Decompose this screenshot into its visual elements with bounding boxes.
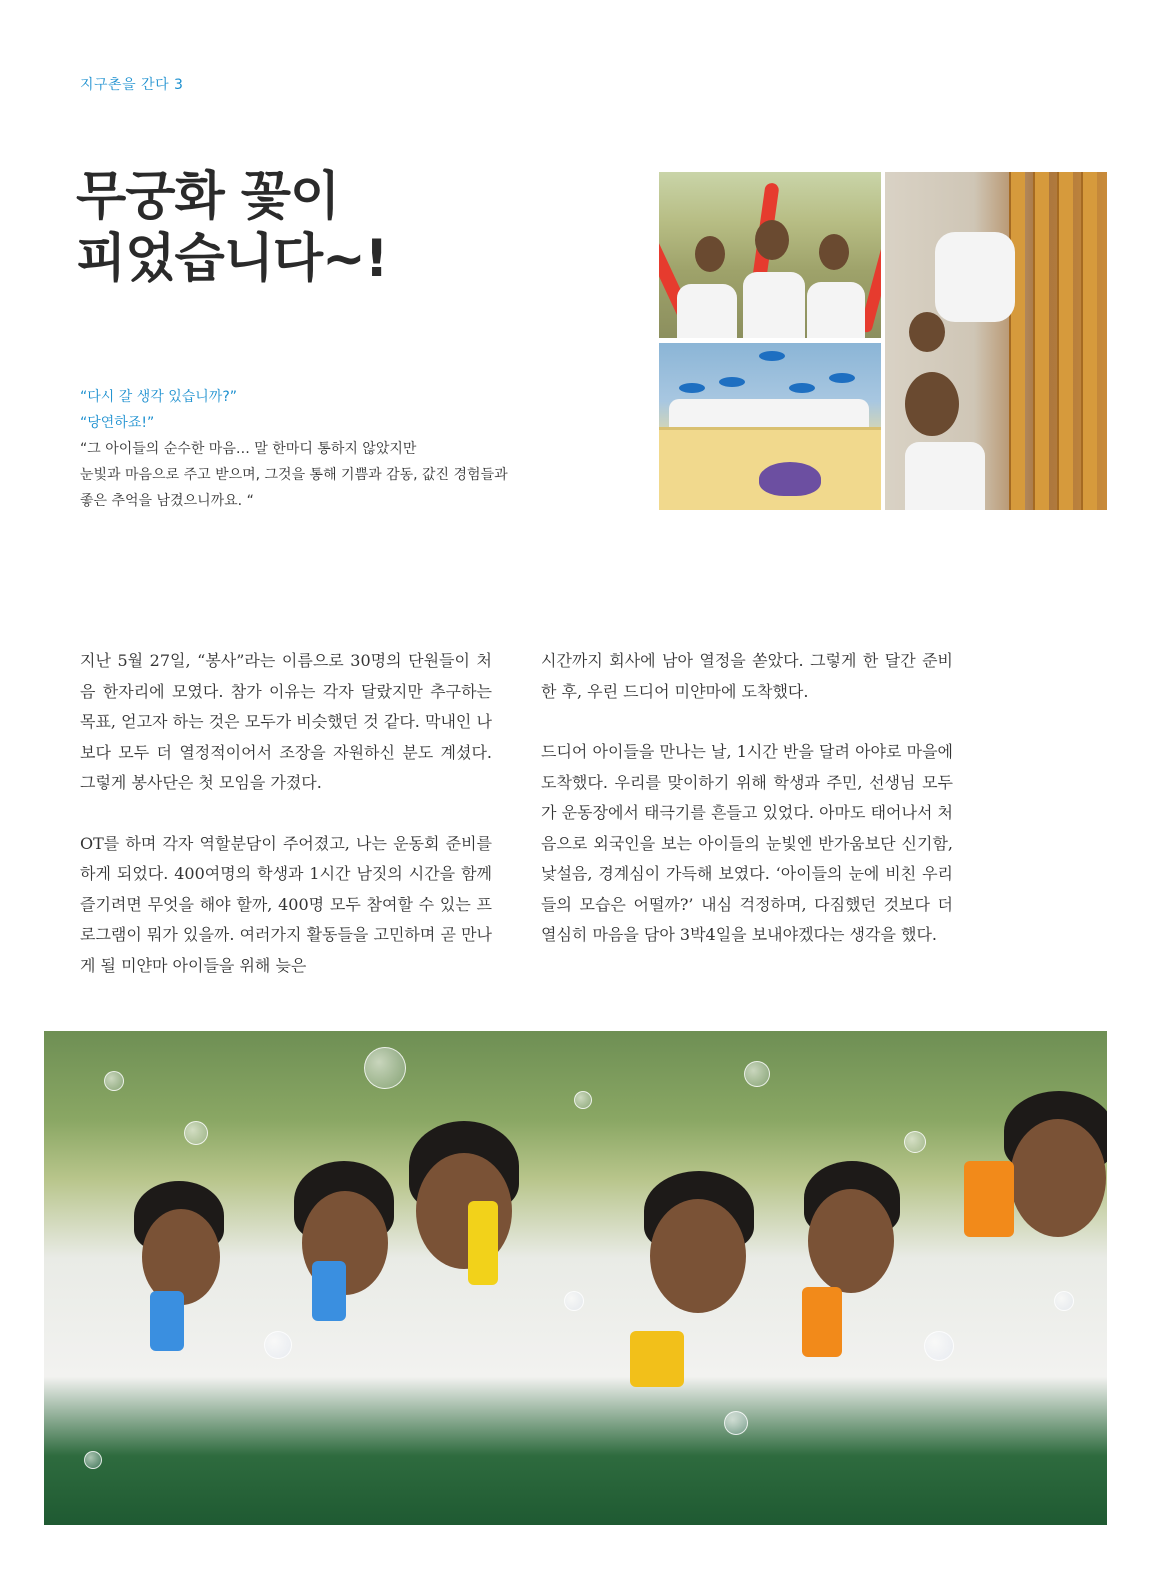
photo-children-bubbles [44, 1031, 1107, 1525]
paragraph: OT를 하며 각자 역할분담이 주어졌고, 나는 운동회 준비를 하게 되었다. 400여명의 학생과 1시간 남짓의 시간을 함께 즐기려면 무엇을 해야 할까, 400명 모두 참여할 수 있는 프로그램이 뭐가 있을까. 여러가지 활동들을 고민하며 곧 만나게 될 미얀마 아이들을 위해 늦은 [80, 833, 492, 975]
photo-volunteers-mural [659, 343, 881, 510]
photo-collage [659, 172, 1107, 510]
page-title [76, 166, 387, 290]
photo-painting-fence [885, 172, 1107, 510]
pull-quote [80, 384, 508, 514]
section-label: 지구촌을 간다 3 [80, 77, 184, 93]
paragraph: 시간까지 회사에 남아 열정을 쏟았다. 그렇게 한 달간 준비한 후, 우린 드디어 미얀마에 도착했다. [541, 651, 953, 701]
quote-answer: “당연하죠!” [80, 415, 155, 431]
paragraph: 드디어 아이들을 만나는 날, 1시간 반을 달려 아야로 마을에 도착했다. 우리를 맞이하기 위해 학생과 주민, 선생님 모두가 운동장에서 태극기를 흔들고 있었다. 아마도 태어나서 처음으로 외국인을 보는 아이들의 눈빛엔 반가움보단 신기함, 낯설음, 경계심이 가득해 보였다. ‘아이들의 눈에 비친 우리들의 모습은 어떨까?’ 내심 걱정하며, 다짐했던 것보다 더 열심히 마음을 담아 3박4일을 보내야겠다는 생각을 했다. [541, 742, 953, 944]
quote-line-2: 눈빛과 마음으로 주고 받으며, 그것을 통해 기쁨과 감동, 값진 경험들과 [80, 467, 508, 483]
quote-line-1: “그 아이들의 순수한 마음… 말 한마디 통하지 않았지만 [80, 441, 417, 457]
photo-children-balloons [659, 172, 881, 338]
title-line-2: 피었습니다~! [76, 229, 388, 289]
quote-line-3: 좋은 추억을 남겼으니까요. “ [80, 493, 254, 509]
paragraph: 지난 5월 27일, “봉사”라는 이름으로 30명의 단원들이 처음 한자리에 모였다. 참가 이유는 각자 달랐지만 추구하는 목표, 얻고자 하는 것은 모두가 비슷했던 것 같다. 막내인 나보다 모두 더 열정적이어서 조장을 자원하신 분도 계셨다. 그렇게 봉사단은 첫 모임을 가졌다. [80, 651, 492, 792]
title-line-1: 무궁화 꽃이 [76, 167, 340, 227]
body-column-left [80, 646, 492, 1011]
body-column-right [541, 646, 953, 981]
quote-question: “다시 갈 생각 있습니까?” [80, 389, 238, 405]
